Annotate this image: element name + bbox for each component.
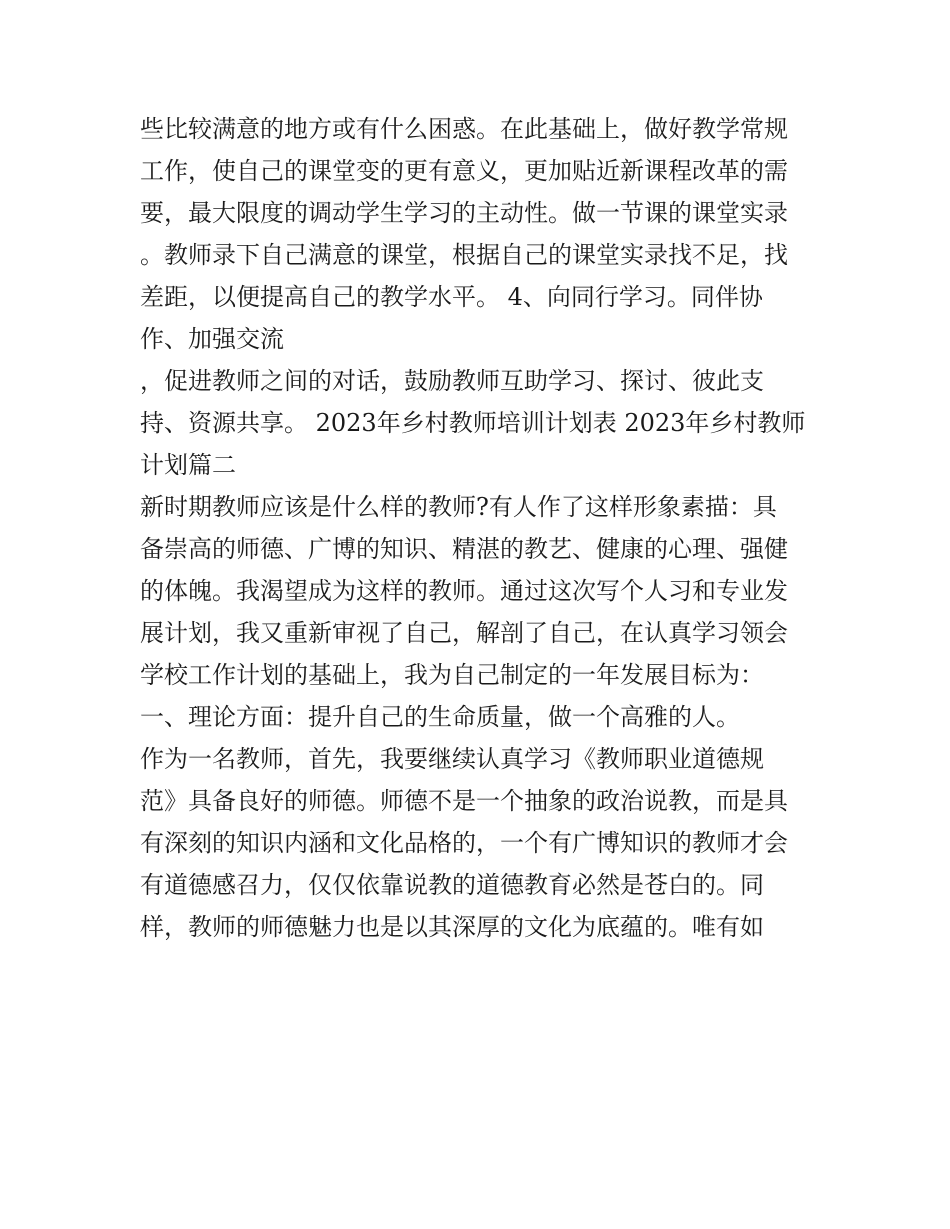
text-line: 持、资源共享。 2023年乡村教师培训计划表 2023年乡村教师 <box>140 409 806 437</box>
text-line: 展计划，我又重新审视了自己，解剖了自己，在认真学习领会 <box>140 619 788 647</box>
text-line: 。教师录下自己满意的课堂，根据自己的课堂实录找不足，找 <box>140 241 788 269</box>
text-line: 计划篇二 <box>140 451 236 479</box>
text-line: ，促进教师之间的对话，鼓励教师互助学习、探讨、彼此支 <box>140 367 764 395</box>
text-line: 作为一名教师，首先，我要继续认真学习《教师职业道德规 <box>140 745 764 773</box>
text-line: 备崇高的师德、广博的知识、精湛的教艺、健康的心理、强健 <box>140 535 788 563</box>
text-line: 差距，以便提高自己的教学水平。 4、向同行学习。同伴协 <box>140 283 763 311</box>
text-line: 学校工作计划的基础上，我为自己制定的一年发展目标为： <box>140 661 764 689</box>
text-line: 新时期教师应该是什么样的教师?有人作了这样形象素描：具 <box>140 493 777 521</box>
text-line: 范》具备良好的师德。师德不是一个抽象的政治说教，而是具 <box>140 787 788 815</box>
text-line: 一、理论方面：提升自己的生命质量，做一个高雅的人。 <box>140 703 740 731</box>
text-line: 作、加强交流 <box>140 325 284 353</box>
text-line: 有深刻的知识内涵和文化品格的，一个有广博知识的教师才会 <box>140 829 788 857</box>
text-line: 要，最大限度的调动学生学习的主动性。做一节课的课堂实录 <box>140 199 788 227</box>
text-line: 的体魄。我渴望成为这样的教师。通过这次写个人习和专业发 <box>140 577 788 605</box>
text-line: 工作，使自己的课堂变的更有意义，更加贴近新课程改革的需 <box>140 157 788 185</box>
body-text <box>140 108 820 948</box>
text-line: 有道德感召力，仅仅依靠说教的道德教育必然是苍白的。同 <box>140 871 764 899</box>
text-line: 样，教师的师德魅力也是以其深厚的文化为底蕴的。唯有如 <box>140 913 764 941</box>
text-line: 些比较满意的地方或有什么困惑。在此基础上，做好教学常规 <box>140 115 788 143</box>
